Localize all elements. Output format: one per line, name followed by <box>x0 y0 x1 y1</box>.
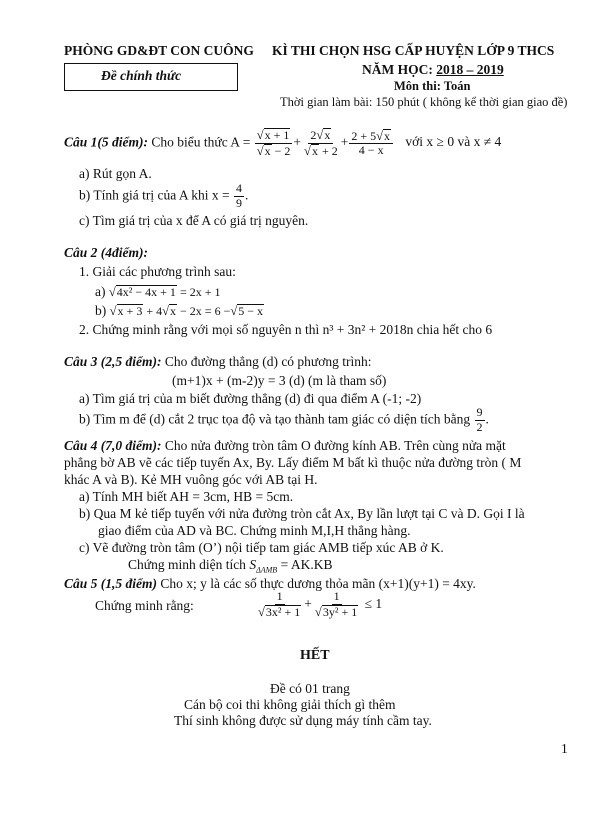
official-label: Đề chính thức <box>101 68 182 83</box>
question-4b-line2: giao điểm của AD và BC. Chứng minh M,I,H thẳng hàng. <box>98 523 411 538</box>
question-4-title: Câu 4 (7,0 điểm): <box>64 438 162 453</box>
footer-note-calculator: Thí sinh không được sử dụng máy tính cầm tay. <box>174 713 432 728</box>
question-5-inequality: $\frac{1}{\text{√3x² + 1}}$ + $\frac{1}{\text{√3y² + 1}}$ ≤ 1 <box>258 589 383 619</box>
question-2-part1: 1. Giải các phương trình sau: <box>79 264 236 279</box>
department: PHÒNG GD&ĐT CON CUÔNG <box>64 43 254 58</box>
question-1a: a) Rút gọn A. <box>79 166 152 181</box>
question-5-prove: Chứng minh rằng: <box>95 598 194 613</box>
time-limit: Thời gian làm bài: 150 phút ( không kể thời gian giao đề) <box>280 95 568 109</box>
year-label: NĂM HỌC: <box>362 62 433 77</box>
footer-note-pages: Đề có 01 trang <box>270 681 350 696</box>
question-3b: b) Tìm m để (d) cắt 2 trục tọa độ và tạo thành tam giác có diện tích bằng $\frac{9}{2}$ . <box>79 405 489 434</box>
question-4b-line1: b) Qua M kẻ tiếp tuyến với nửa đường tròn cắt Ax, By lần lượt tại C và D. Gọi I là <box>79 506 525 521</box>
page-number: 1 <box>561 741 568 756</box>
question-4-line3: khác A và B). Kẻ MH vuông góc với AB tại H. <box>64 472 318 487</box>
fraction-1: $\frac{√x + 1}{√x - 2}$ <box>256 128 291 158</box>
question-4c-line2: Chứng minh diện tích $S_{\Delta AMB} = AK.KB$ <box>128 557 333 575</box>
question-1b: b) Tính giá trị của A khi x = $\frac{4}{9}$ . <box>79 181 249 210</box>
question-3-lead: Câu 3 (2,5 điểm): Cho đường thẳng (d) có phương trình: <box>64 354 372 369</box>
question-4-line2: phẳng bờ AB vẽ các tiếp tuyến Ax, By. Lấy điểm M bất kì thuộc nửa đường tròn ( M <box>64 455 522 470</box>
question-1-lead: Cho biểu thức A = <box>151 134 251 150</box>
fraction-3: $\frac{2 + 5√x}{4 - x}$ <box>349 129 393 159</box>
question-3-title: Câu 3 (2,5 điểm): <box>64 354 162 369</box>
question-3a: a) Tìm giá trị của m biết đường thẳng (d) đi qua điểm A (-1; -2) <box>79 391 422 406</box>
footer-note-proctor: Cán bộ coi thi không giải thích gì thêm <box>184 697 396 712</box>
year-value: 2018 – 2019 <box>436 62 504 77</box>
exam-title: KÌ THI CHỌN HSG CẤP HUYỆN LỚP 9 THCS <box>272 43 555 58</box>
question-4a: a) Tính MH biết AH = 3cm, HB = 5cm. <box>79 489 294 504</box>
question-1-title: Câu 1(5 điểm): <box>64 134 148 150</box>
question-2-title: Câu 2 (4điểm): <box>64 245 148 260</box>
question-1-expression: Câu 1(5 điểm): Cho biểu thức A = $\frac{√x + 1}{√x - 2}$ + $\frac{2√x}{√x + 2}$ + $\frac{2 + 5√x}{4 - x}$ với x ≥ 0 và x ≠ 4 <box>64 128 502 158</box>
fraction-2: $\frac{2√x}{√x + 2}$ <box>304 128 338 158</box>
question-2-1b: b) √x + 3 + 4√x − 2x = 6 −√5 − x <box>95 303 264 318</box>
question-1c: c) Tìm giá trị của x để A có giá trị nguyên. <box>79 213 309 228</box>
question-2-1a: a) √4x² − 4x + 1 = 2x + 1 <box>95 284 221 299</box>
question-2-part2: 2. Chứng minh rằng với mọi số nguyên n thì n³ + 3n² + 2018n chia hết cho 6 <box>79 322 493 337</box>
question-4-line1: Câu 4 (7,0 điểm): Cho nửa đường tròn tâm O đường kính AB. Trên cùng nửa mặt <box>64 438 506 453</box>
question-5-lead: Câu 5 (1,5 điểm) Cho x; y là các số thực dương thỏa mãn (x+1)(y+1) = 4xy. <box>64 576 476 591</box>
question-4c-line1: c) Vẽ đường tròn tâm (O’) nội tiếp tam giác AMB tiếp xúc AB ở K. <box>79 540 444 555</box>
question-5-title: Câu 5 (1,5 điểm) <box>64 576 157 591</box>
question-1-condition: với x ≥ 0 và x ≠ 4 <box>405 134 502 150</box>
subject: Môn thi: Toán <box>394 79 471 93</box>
question-3-equation: (m+1)x + (m-2)y = 3 (d) (m là tham số) <box>172 373 387 388</box>
end-marker: HẾT <box>300 648 330 663</box>
school-year <box>362 62 504 78</box>
